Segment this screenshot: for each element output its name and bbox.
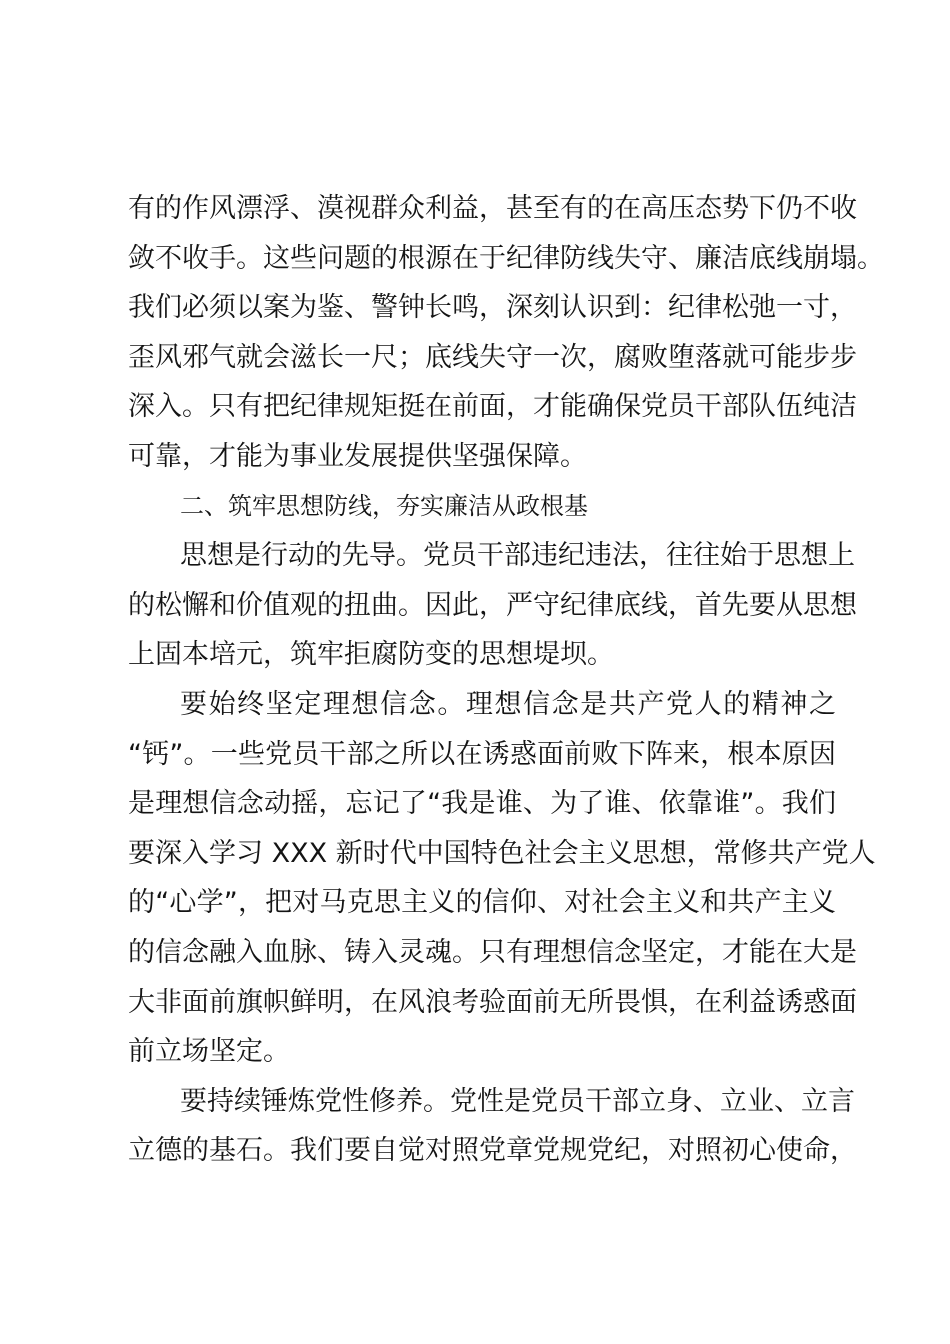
text-line: 要持续锤炼党性修养。党性是党员干部立身、立业、立言 (180, 1085, 855, 1117)
text-line: 的松懈和价值观的扭曲。因此，严守纪律底线，首先要从思想 (128, 589, 857, 621)
paragraph (128, 680, 876, 1077)
text-line: 立德的基石。我们要自觉对照党章党规党纪，对照初心使命， (128, 1135, 857, 1167)
section-heading (128, 482, 836, 532)
document-body (128, 184, 884, 1176)
text-line: 深入。只有把纪律规矩挺在前面，才能确保党员干部队伍纯洁 (128, 391, 857, 423)
text-line: 的信念融入血脉、铸入灵魂。只有理想信念坚定，才能在大是 (128, 936, 857, 968)
paragraph (128, 531, 857, 680)
text-line: 前立场坚定。 (128, 1036, 290, 1068)
text-line: 有的作风漂浮、漠视群众利益，甚至有的在高压态势下仍不收 (128, 193, 857, 224)
text-line: 要深入学习 XXX 新时代中国特色社会主义思想，常修共产党人 (128, 837, 876, 869)
text-line: 我们必须以案为鉴、警钟长鸣，深刻认识到：纪律松弛一寸， (128, 292, 857, 324)
text-line: 的“心学”，把对马克思主义的信仰、对社会主义和共产主义 (128, 887, 836, 919)
text-line: 是理想信念动摇，忘记了“我是谁、为了谁、依靠谁”。我们 (128, 788, 836, 820)
text-line: “钙”。一些党员干部之所以在诱惑面前败下阵来，根本原因 (128, 738, 836, 770)
text-line: 思想是行动的先导。党员干部违纪违法，往往始于思想上 (180, 540, 855, 572)
text-line: 可靠，才能为事业发展提供坚强保障。 (128, 440, 587, 472)
text-line: 敛不收手。这些问题的根源在于纪律防线失守、廉洁底线崩塌。 (128, 242, 884, 274)
text-line: 上固本培元，筑牢拒腐防变的思想堤坝。 (128, 639, 614, 671)
paragraph-continuation (128, 184, 884, 482)
text-line: 歪风邪气就会滋长一尺；底线失守一次，腐败堕落就可能步步 (128, 341, 857, 373)
heading-line: 二、筑牢思想防线，夯实廉洁从政根基 (180, 491, 588, 520)
paragraph (128, 1077, 857, 1176)
text-line: 要始终坚定理想信念。理想信念是共产党人的精神之 (180, 688, 836, 720)
text-line: 大非面前旗帜鲜明，在风浪考验面前无所畏惧，在利益诱惑面 (128, 986, 857, 1018)
